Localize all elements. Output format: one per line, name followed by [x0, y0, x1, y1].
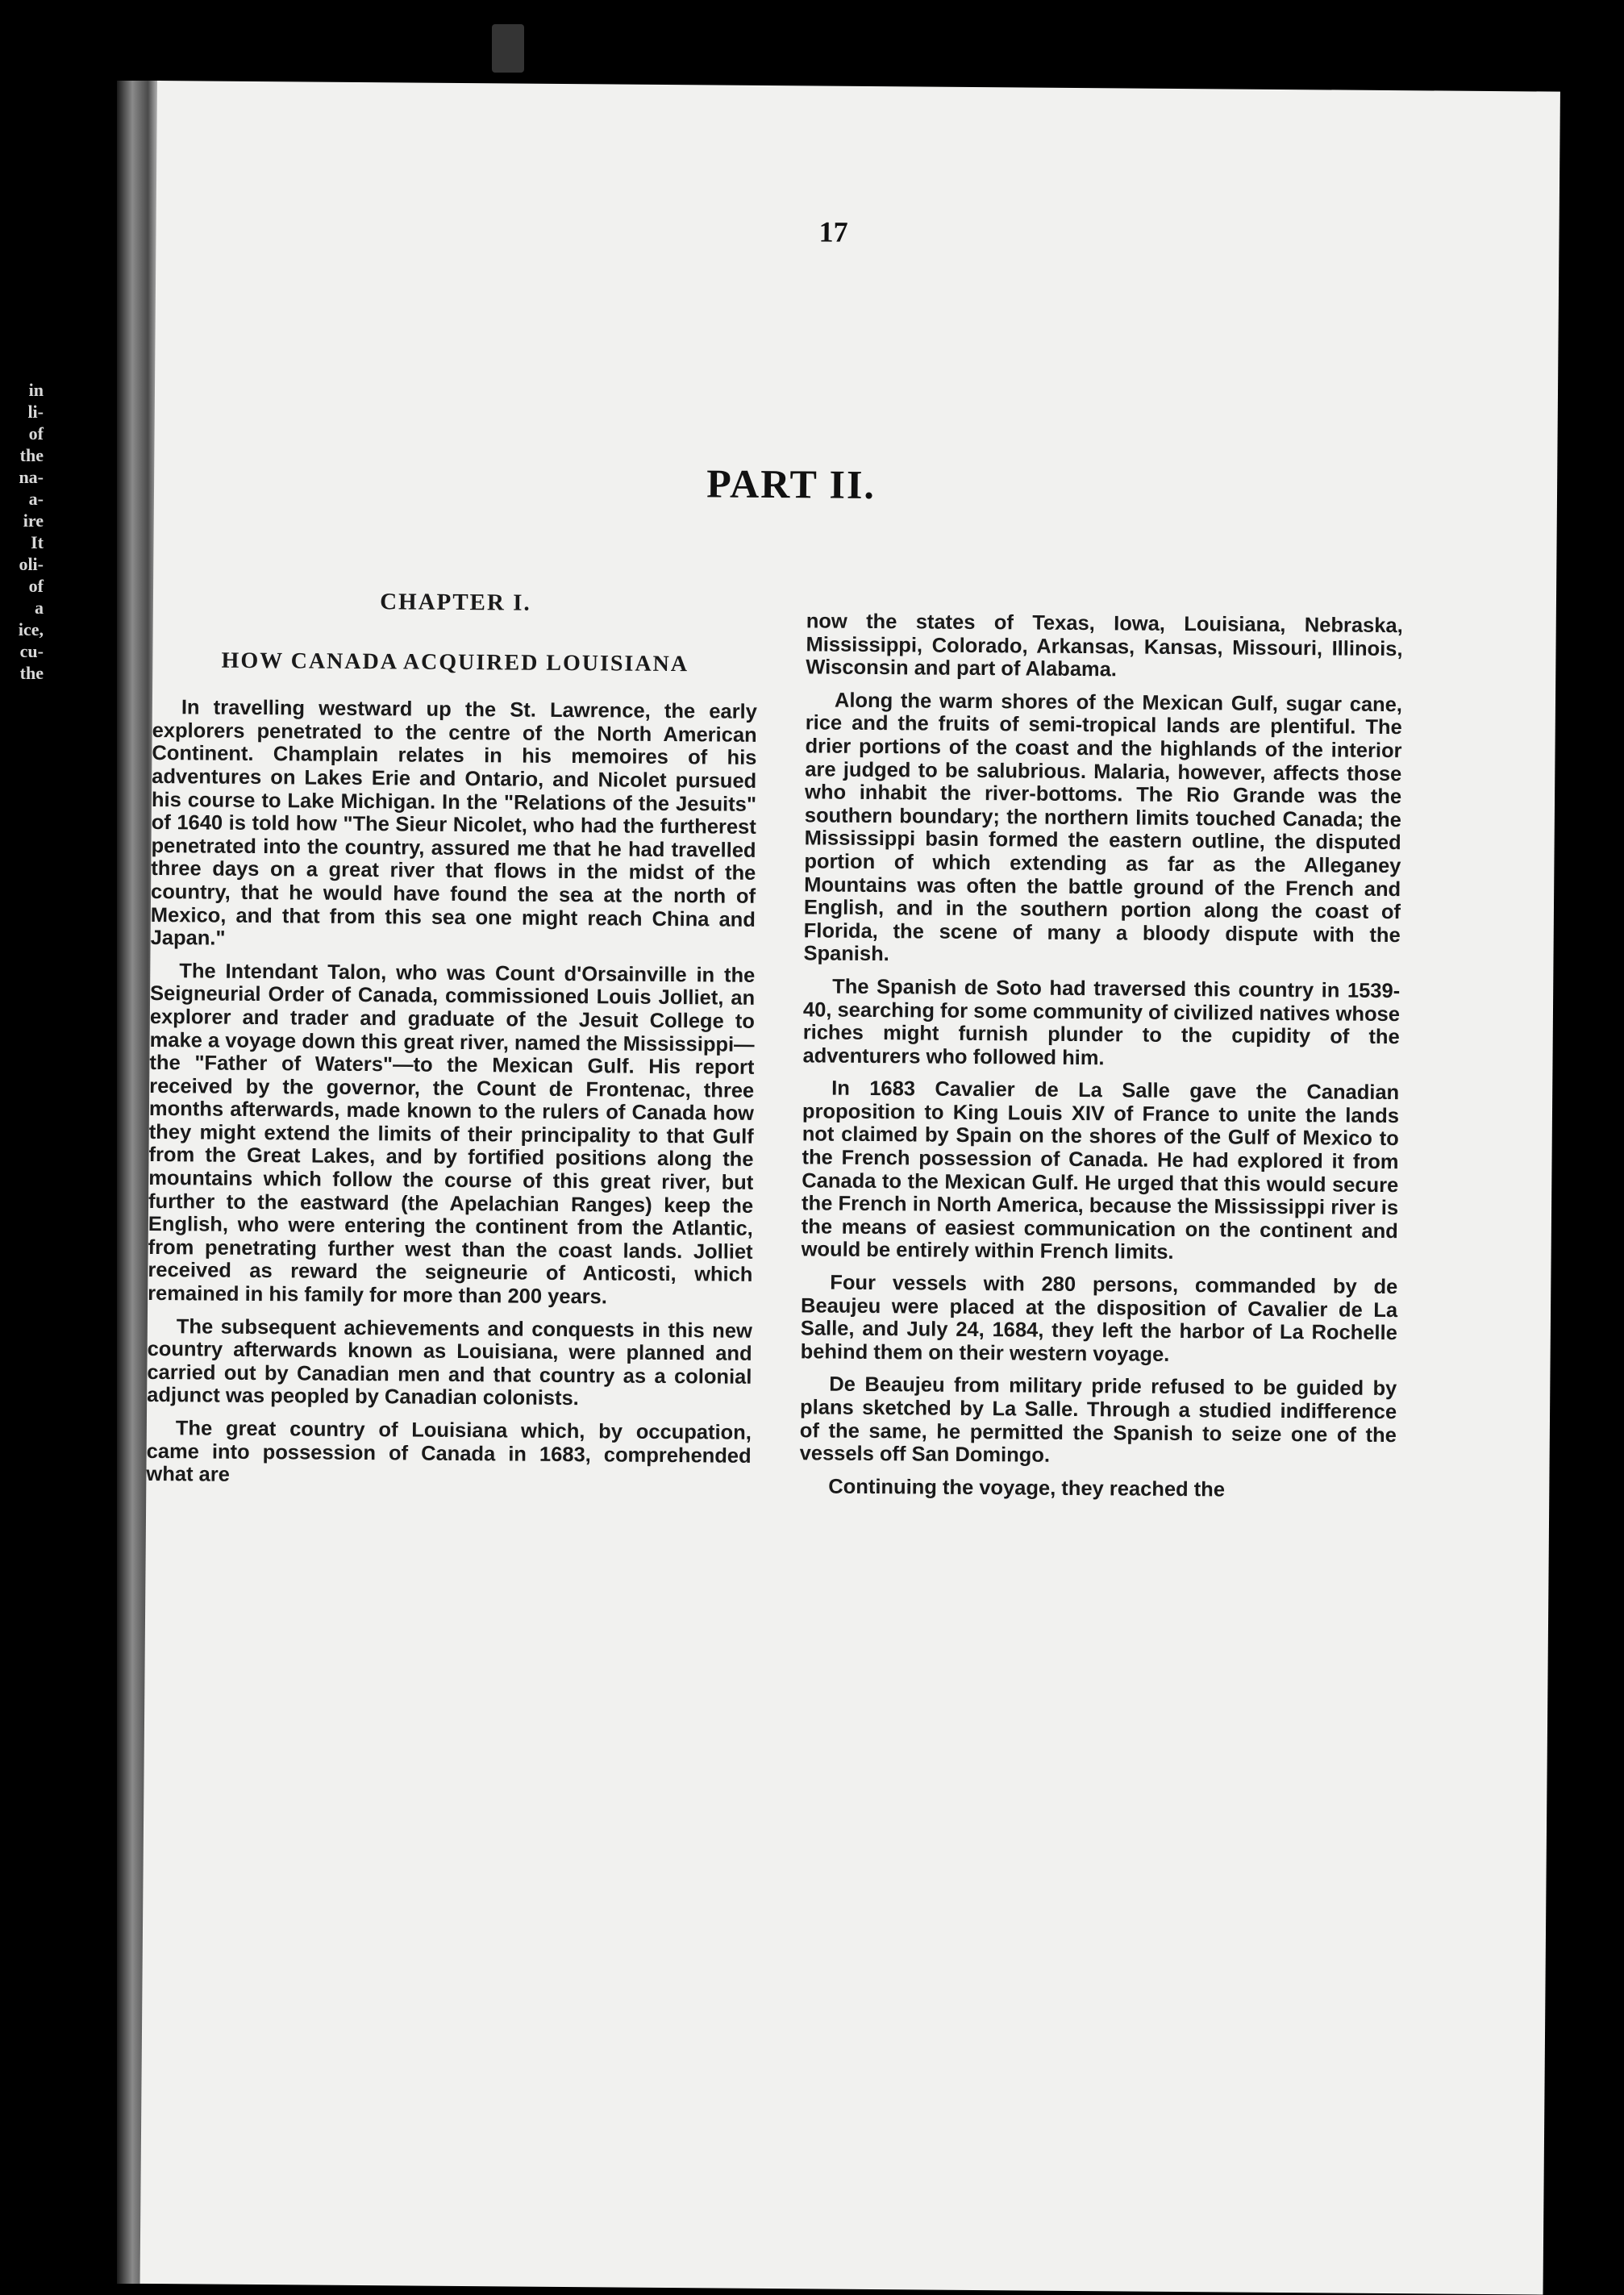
paragraph: The Intendant Talon, who was Count d'Orsainville in the Seigneurial Order of Canada, commissioned Louis Jolliet, an explorer and trader and graduate of the Jesuit College to make a voyage down this great river, named the Mississippi—the "Father of Waters"—to the Mexican Gulf. His report received by the governor, the Count de Frontenac, three months afterwards, made known to the rulers of Canada how they might extend the limits of their principality to that Gulf from the Great Lakes, and by fortified positions along the mountains which follow the course of this great river, but further to the eastward (the Apelachian Ranges) keep the English, who were entering the continent from the Atlantic, from penetrating further west than the coast lands. Jolliet received as reward the seigneurie of Anticosti, which remained in his family for more than 200 years.	[148, 959, 756, 1309]
paragraph: The Spanish de Soto had traversed this country in 1539-40, searching for some community of civilized natives whose riches might furnish plunder to the cupidity of the adventurers who followed him.	[802, 975, 1401, 1069]
right-column	[799, 610, 1403, 1512]
paragraph: In travelling westward up the St. Lawrence, the early explorers penetrated to the centre of the North American Continent. Champlain relates in his memoires of his adventures on Lakes Erie and Ontario, and Nicolet pursued his course to Lake Michigan. In the "Relations of the Jesuits" of 1640 is told how "The Sieur Nicolet, who had the furtherest penetrated into the country, assured me that he had travelled three days on a great river that flows in the midst of the country, that he would have found the sea at the north of Mexico, and that from this sea one might reach China and Japan."	[150, 696, 757, 950]
margin-fragment: of	[28, 423, 44, 444]
margin-fragment: the	[19, 663, 44, 683]
paragraph: The subsequent achievements and conquests in this new country afterwards known as Louisiana, were planned and carried out by Canadian men and that country as a colonial adjunct was peopled by Canadian colonists.	[147, 1314, 752, 1410]
chapter-title: CHAPTER I.	[380, 589, 531, 616]
margin-fragment: a	[35, 598, 44, 618]
part-title: PART II.	[706, 460, 877, 508]
margin-fragment: a-	[28, 489, 44, 509]
adjacent-page-text	[2, 379, 44, 684]
margin-fragment: na-	[19, 467, 44, 487]
paragraph: De Beaujeu from military pride refused to be guided by plans sketched by La Salle. Through a studied indifference of the same, he permitted the Spanish to seize one of the vessels off San Domingo.	[799, 1373, 1397, 1467]
paragraph: In 1683 Cavalier de La Salle gave the Canadian proposition to King Louis XIV of France to unite the lands not claimed by Spain on the shores of the Gulf of Mexico to the French possession of Canada. He had explored it from Canada to the Mexican Gulf. He urged that this would secure the French in North America, because the Mississippi river is the means of easiest communication on the continent and would be entirely within French limits.	[801, 1077, 1400, 1264]
margin-fragment: cu-	[19, 641, 44, 661]
margin-fragment: oli-	[19, 554, 44, 574]
paragraph: Four vessels with 280 persons, commanded by de Beaujeu were placed at the disposition of Cavalier de La Salle, and July 24, 1684, they left the harbor of La Rochelle behind them on their western voyage.	[800, 1271, 1398, 1366]
paragraph: The great country of Louisiana which, by occupation, came into possession of Canada in 1683, comprehended what are	[146, 1417, 752, 1486]
book-page	[140, 81, 1560, 2295]
margin-fragment: ire	[23, 510, 44, 531]
left-column	[146, 589, 758, 1501]
page-edge	[1556, 89, 1624, 2284]
margin-fragment: ice,	[18, 619, 44, 639]
margin-fragment: in	[28, 380, 44, 400]
page-number: 17	[818, 215, 848, 248]
paragraph: Continuing the voyage, they reached the	[828, 1475, 1226, 1502]
margin-fragment: of	[28, 576, 44, 596]
scan-artifact	[492, 24, 524, 73]
margin-fragment: It	[31, 532, 44, 552]
paragraph: now the states of Texas, Iowa, Louisiana, Nebraska, Mississippi, Colorado, Arkansas, Kansas, Missouri, Illinois, Wisconsin and part of Alabama.	[806, 610, 1403, 681]
chapter-subtitle: HOW CANADA ACQUIRED LOUISIANA	[221, 648, 689, 677]
paragraph: Along the warm shores of the Mexican Gulf, sugar cane, rice and the fruits of semi-tropical lands are plentiful. The drier portions of the coast and the highlands of the interior are judged to be salubrious. Malaria, however, affects those who inhabit the river-bottoms. The Rio Grande was the southern boundary; the northern limits touched Canada; the Mississippi basin formed the eastern outline, the disputed portion of which extending as far as the Alleganey Mountains was often the battle ground of the French and English, and in the southern portion along the coast of Florida, the scene of many a bloody dispute with the Spanish.	[803, 689, 1403, 966]
margin-fragment: li-	[27, 402, 44, 422]
margin-fragment: the	[19, 445, 44, 465]
